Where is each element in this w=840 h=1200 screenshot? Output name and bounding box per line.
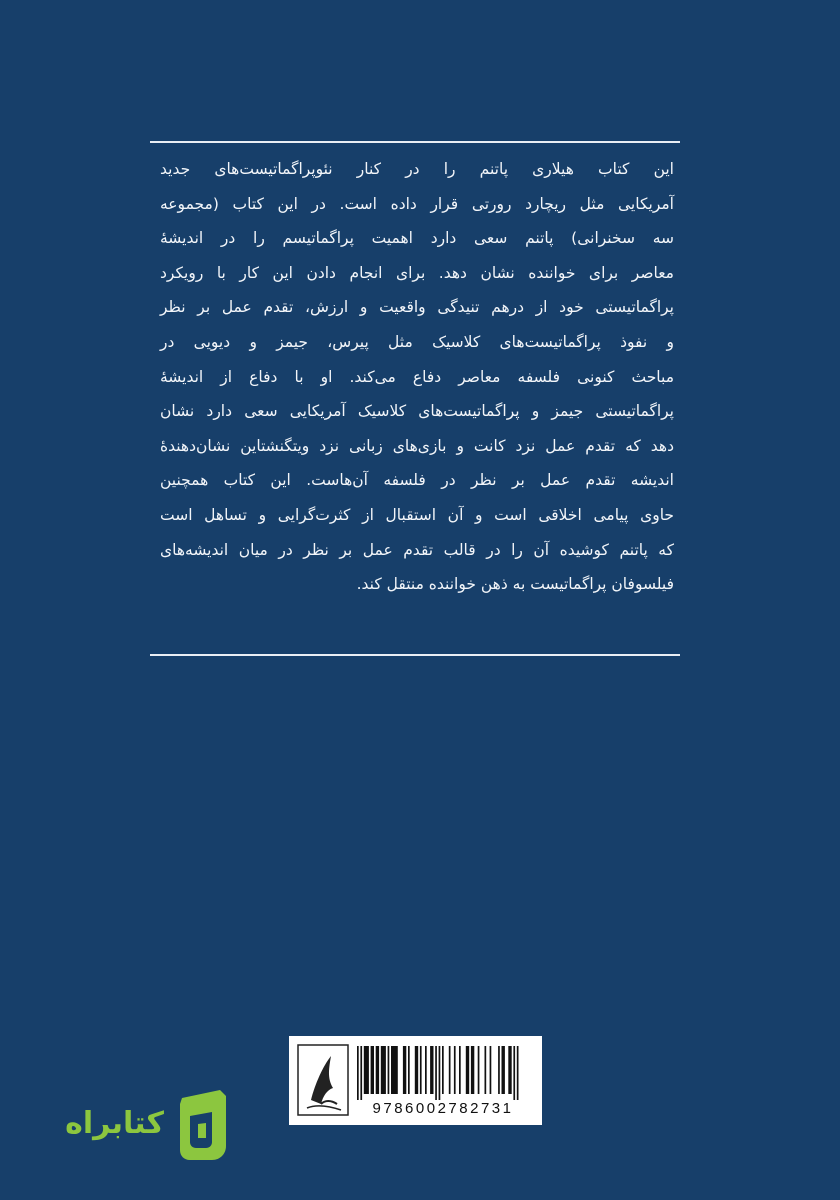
isbn-barcode-panel [289,1036,542,1125]
barcode-bar [439,1046,441,1100]
barcode-bar [425,1046,427,1094]
book-tag-icon [176,1090,232,1160]
book-description [160,152,674,602]
barcode-bar [502,1046,505,1094]
description-line: پراگماتیستی خود از درهم تنیدگی واقعیت و ارزش، تقدم عمل بر نظر [160,298,674,317]
barcode-bar [498,1046,500,1094]
barcode-bar [478,1046,480,1094]
ketabrah-brand [28,1090,218,1170]
barcode-bar [490,1046,492,1094]
barcode-bar [442,1046,444,1094]
barcode-bar [485,1046,487,1094]
barcode-bar [430,1046,433,1094]
barcode-bar [513,1046,515,1100]
barcode-bar [376,1046,379,1094]
barcode-bar [391,1046,398,1094]
barcode-bar [459,1046,461,1094]
isbn-number: 9786002782731 [372,1100,514,1117]
barcode-bar [435,1046,437,1100]
description-line: اندیشه تقدم عمل بر نظر در فلسفه آن‌هاست. این کتاب همچنین [160,471,674,490]
barcode-bar [357,1046,359,1100]
barcode-bar [388,1046,390,1094]
barcode-bar [403,1046,406,1094]
barcode-bar [371,1046,374,1094]
description-line: معاصر برای خواننده نشان دهد. برای انجام دادن این کار با رویکرد [160,263,674,282]
bottom-divider [150,654,680,656]
barcode-bar [364,1046,369,1094]
barcode-bar [454,1046,456,1094]
barcode-bar [408,1046,410,1094]
barcode-bar [449,1046,451,1094]
barcode-bar [517,1046,519,1100]
description-line: مباحث کنونی فلسفه معاصر دفاع می‌کند. او با دفاع از اندیشهٔ [160,367,674,386]
description-line: فیلسوفان پراگماتیست به ذهن خواننده منتقل کند. [356,575,674,594]
description-line: پراگماتیستی جیمز و پراگماتیست‌های کلاسیک آمریکایی سعی دارد نشان [160,402,674,421]
barcode-bar [360,1046,362,1100]
description-line: سه سخنرانی) پاتنم سعی دارد اهمیت پراگماتیسم را در اندیشهٔ [160,229,674,248]
ghoghnoos-bird-icon [297,1044,349,1116]
barcode-bar [420,1046,422,1094]
description-line: و نفوذ پراگماتیست‌های کلاسیک مثل پیرس، جیمز و دیویی در [160,332,674,351]
barcode-bar [471,1046,474,1094]
barcode-bar [415,1046,418,1094]
brand-name: کتابراه [65,1106,164,1141]
description-line: این کتاب هیلاری پاتنم را در کنار نئوپراگماتیست‌های جدید [160,160,674,178]
description-line: که پاتنم کوشیده آن را در قالب تقدم عمل بر نظر در میان اندیشه‌های [160,540,674,559]
description-line: آمریکایی مثل ریچارد رورتی قرار داده است. در این کتاب (مجموعه [160,194,674,213]
top-divider [150,141,680,143]
barcode-bars [353,1046,533,1100]
barcode-bar [381,1046,386,1094]
description-line: دهد که تقدم عمل نزد کانت و بازی‌های زبانی نزد ویتگنشتاین نشان‌دهندهٔ [160,436,674,455]
barcode-bar [466,1046,469,1094]
description-line: حاوی پیامی اخلاقی است و آن استقبال از کثرت‌گرایی و تساهل است [160,505,674,524]
barcode-bar [508,1046,511,1094]
